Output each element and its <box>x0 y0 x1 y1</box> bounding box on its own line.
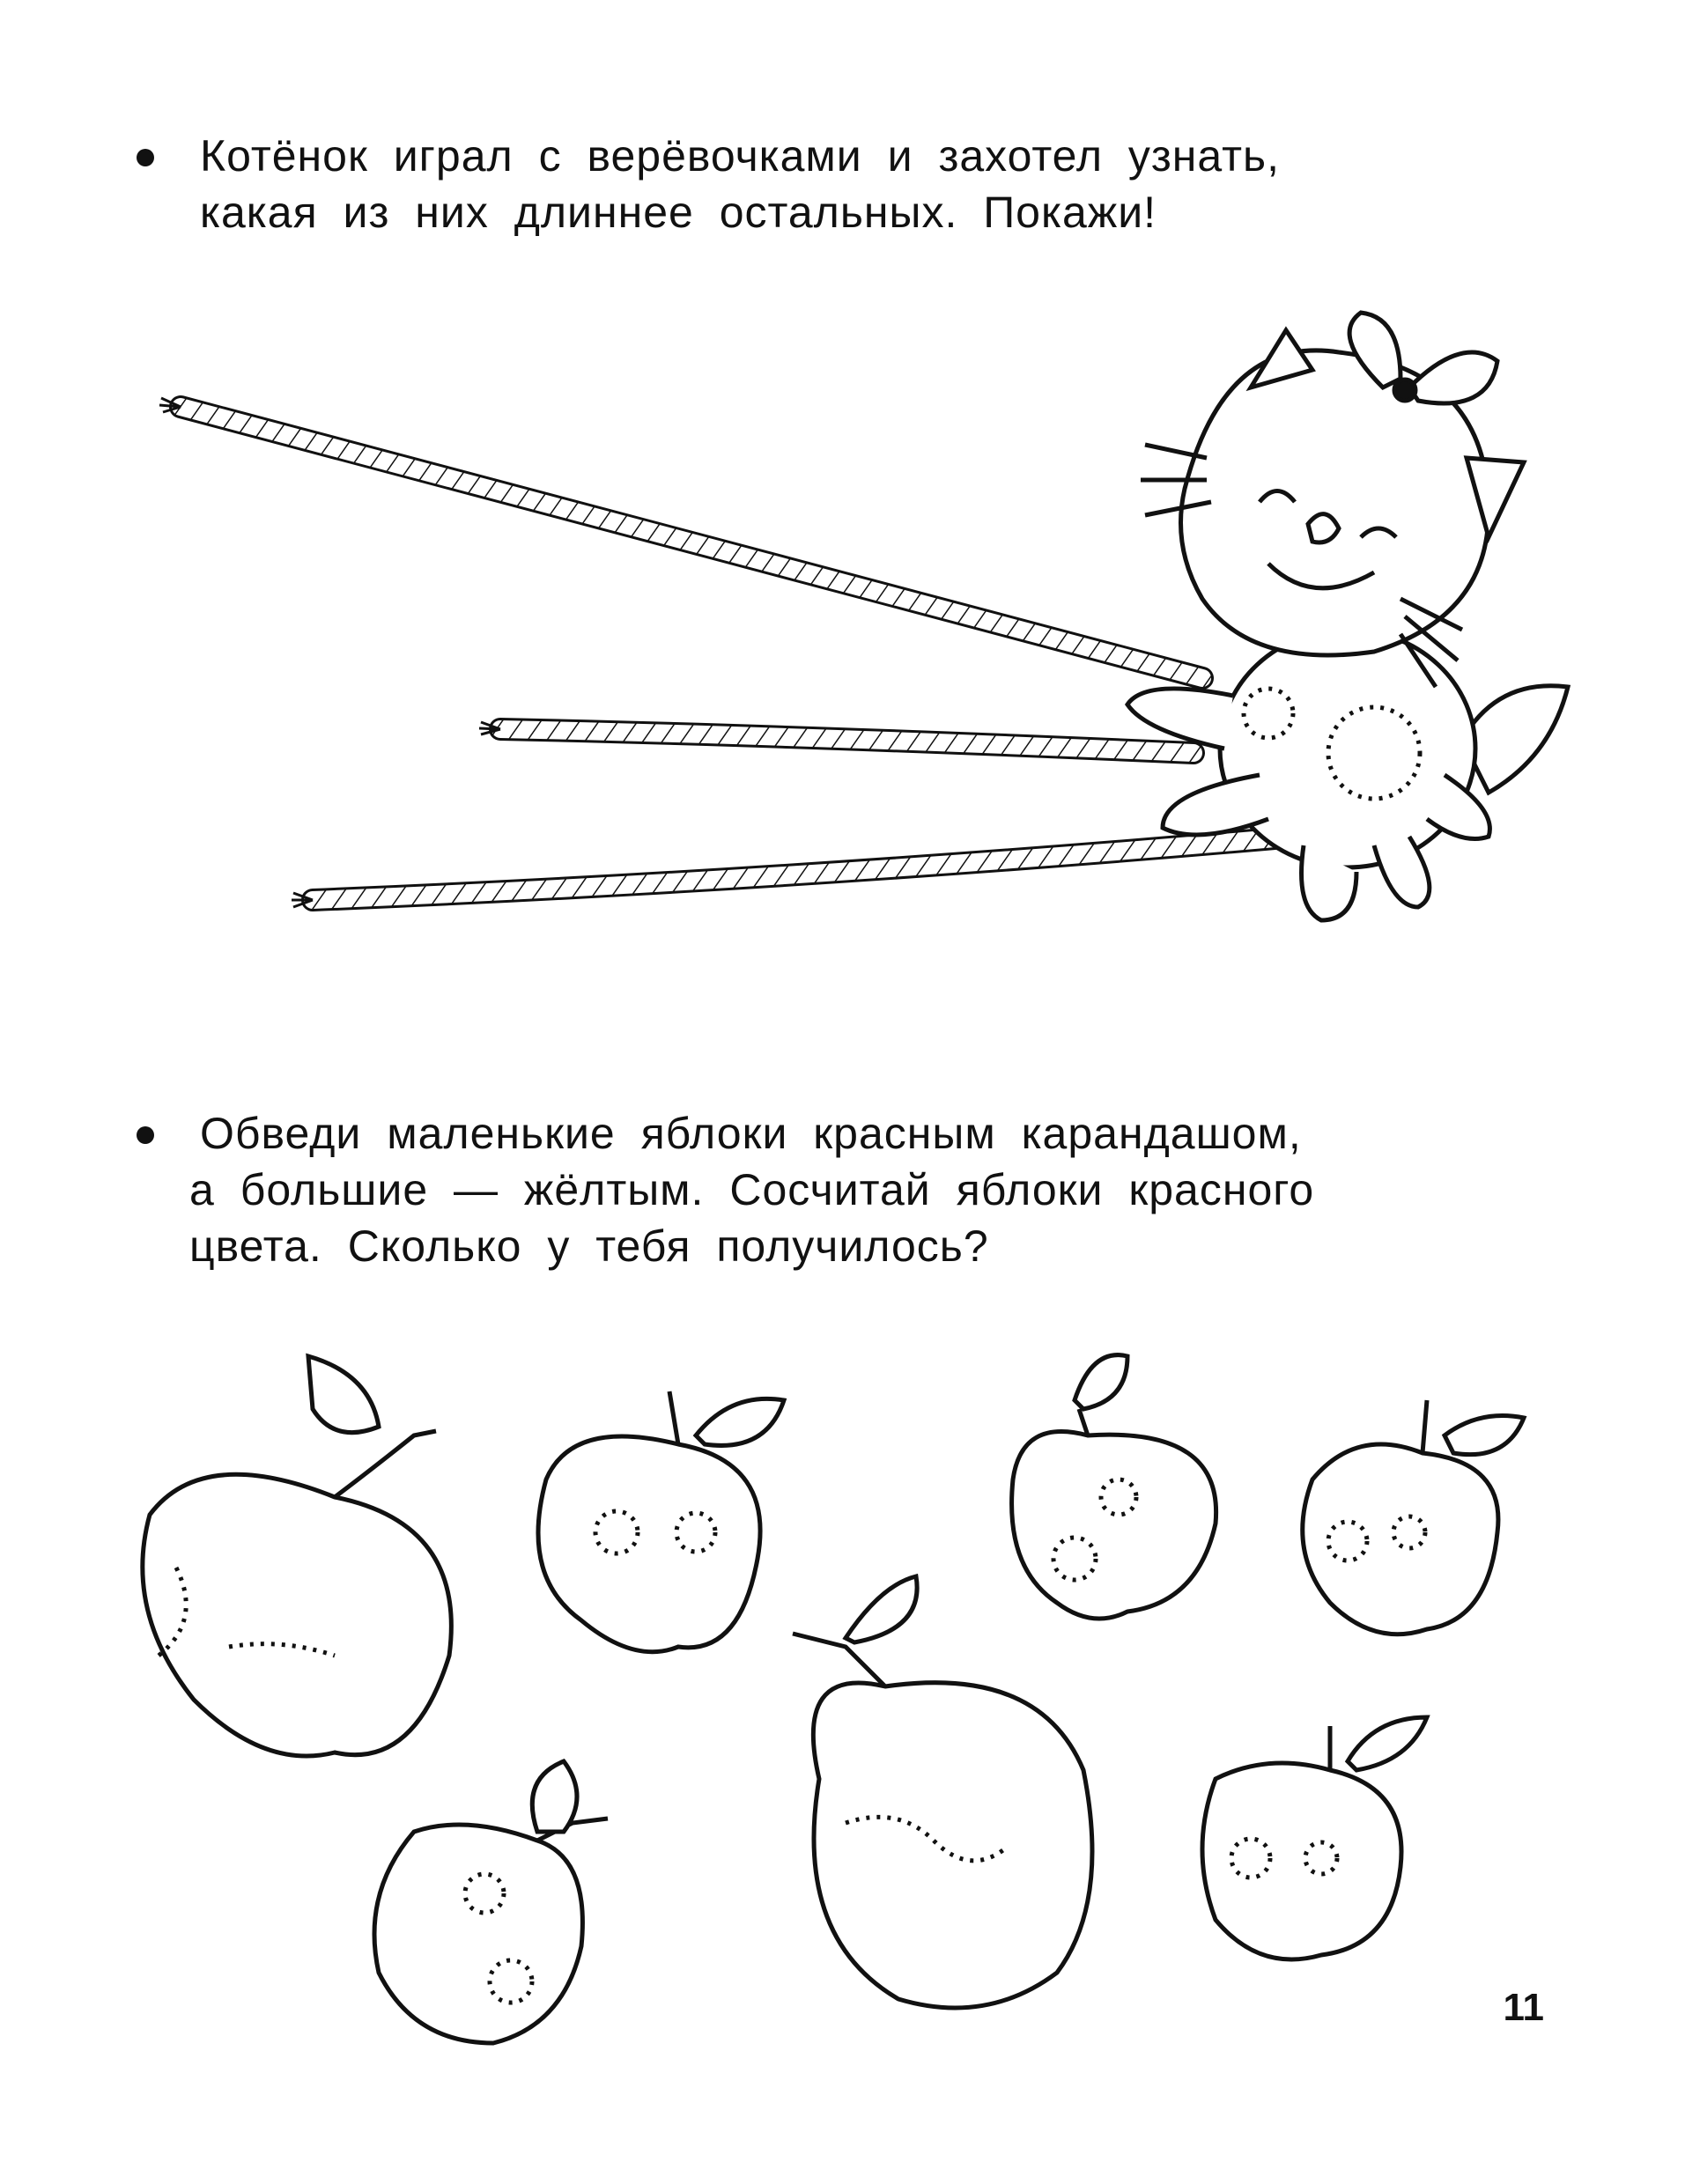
apple-icon[interactable] <box>538 1391 784 1652</box>
task-2-line: цвета. Сколько у тебя получилось? <box>189 1221 989 1271</box>
task-1-line: Котёнок играл с верёвочками и захотел узнать, <box>200 131 1280 181</box>
rope-icon[interactable] <box>479 722 1194 753</box>
apple-icon[interactable] <box>1012 1355 1216 1619</box>
rope-icon[interactable] <box>159 398 1202 678</box>
apple-icon[interactable] <box>793 1576 1092 2008</box>
page-number: 11 <box>1503 1986 1544 2029</box>
rope-icon[interactable] <box>292 837 1295 907</box>
apple-icon[interactable] <box>143 1356 452 1756</box>
apple-icon[interactable] <box>374 1761 608 2043</box>
apple-icon[interactable] <box>1303 1400 1524 1634</box>
apple-icon[interactable] <box>1202 1717 1427 1959</box>
task-2-line: а большие — жёлтым. Сосчитай яблоки красного <box>189 1165 1315 1214</box>
kitten-icon <box>1127 313 1568 920</box>
task-1-line: какая из них длиннее остальных. Покажи! <box>200 188 1157 237</box>
task-2-line: Обведи маленькие яблоки красным карандашом, <box>200 1109 1302 1158</box>
